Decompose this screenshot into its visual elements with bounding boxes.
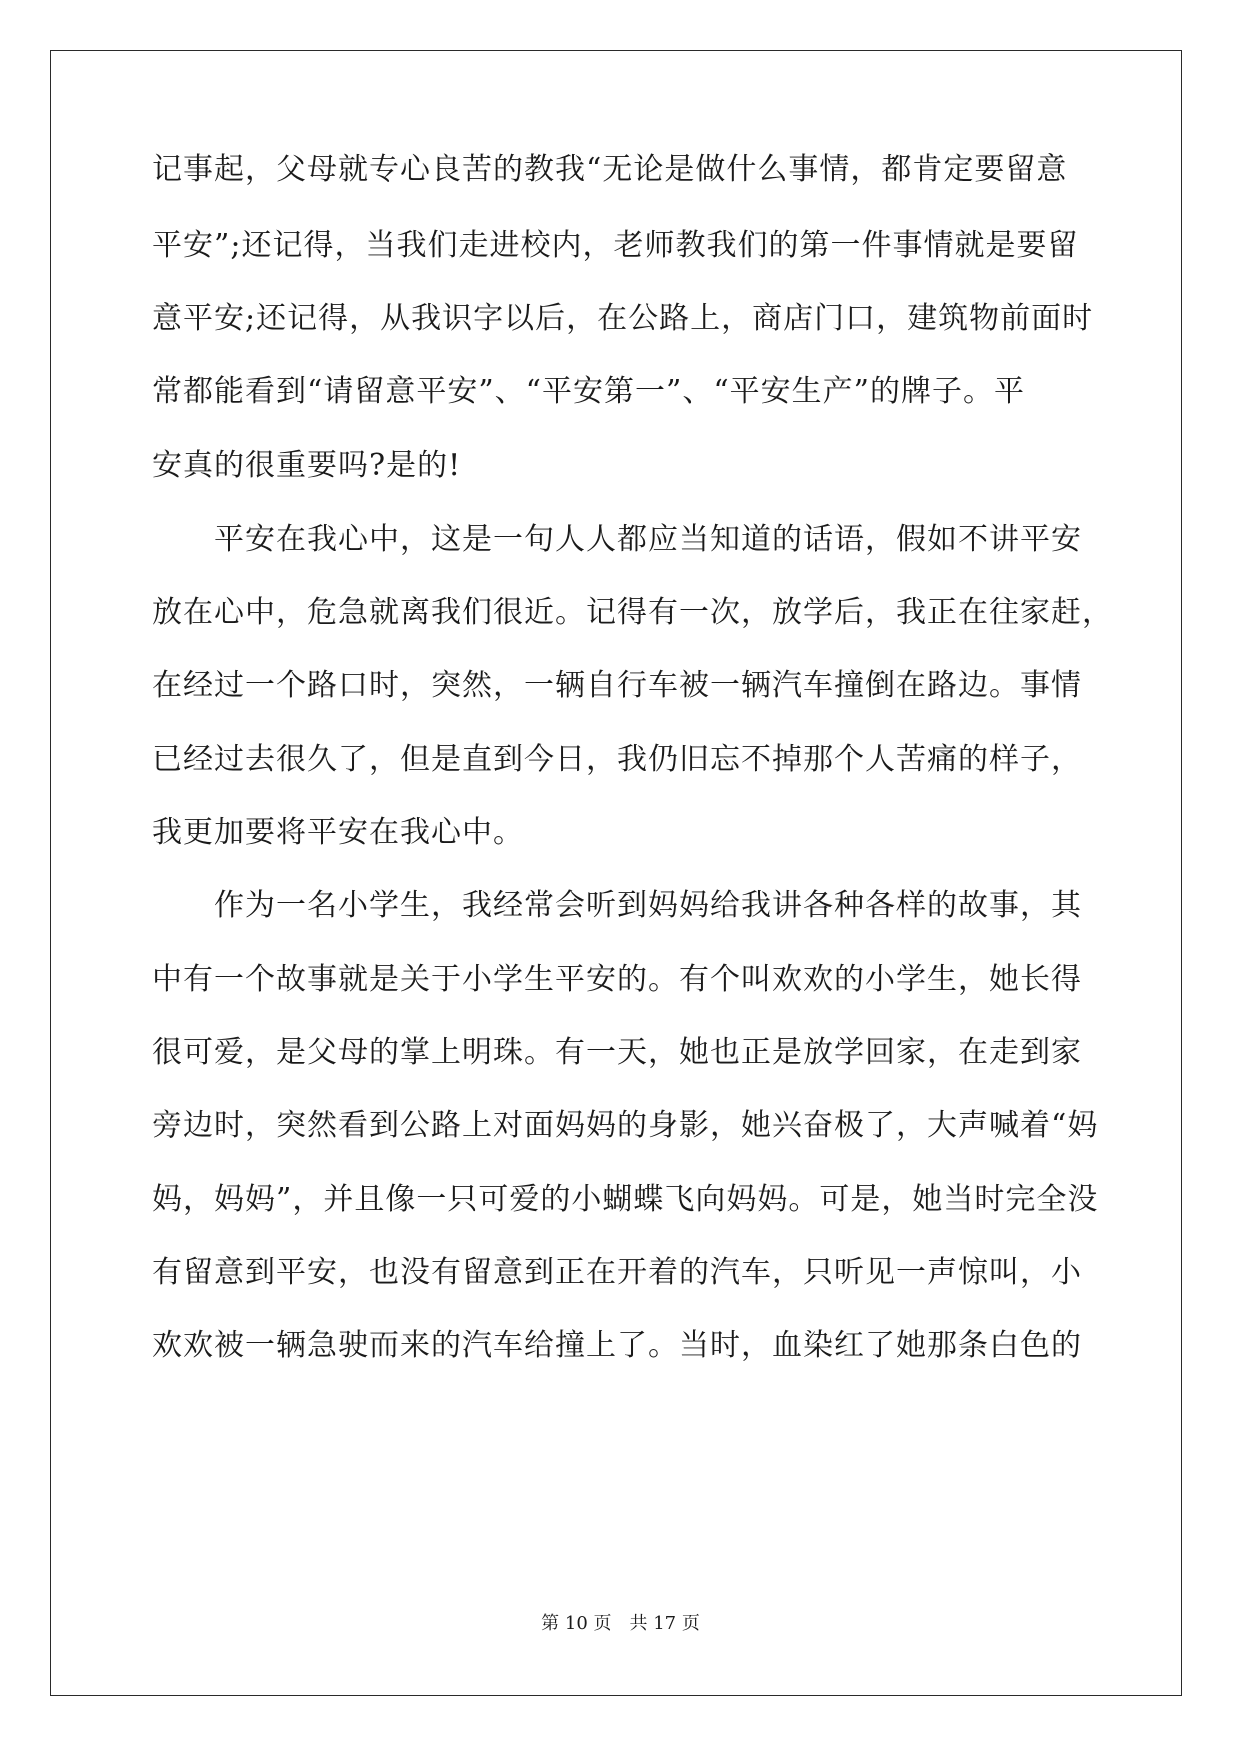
text-line: 平安在我心中，这是一句人人都应当知道的话语，假如不讲平安: [152, 522, 1082, 557]
text-line: 中有一个故事就是关于小学生平安的。有个叫欢欢的小学生，她长得: [152, 962, 1082, 997]
text-line: 作为一名小学生，我经常会听到妈妈给我讲各种各样的故事，其: [152, 888, 1082, 923]
text-line: 旁边时，突然看到公路上对面妈妈的身影，她兴奋极了，大声喊着“妈: [152, 1108, 1099, 1143]
text-line: 放在心中，危急就离我们很近。记得有一次，放学后，我正在往家赶，: [152, 595, 1113, 630]
text-line: 意平安;还记得，从我识字以后，在公路上，商店门口，建筑物前面时: [152, 301, 1094, 336]
page-border: [50, 50, 1182, 1696]
text-line: 很可爱，是父母的掌上明珠。有一天，她也正是放学回家，在走到家: [152, 1035, 1082, 1070]
text-line: 已经过去很久了，但是直到今日，我仍旧忘不掉那个人苦痛的样子，: [152, 742, 1082, 777]
text-line: 有留意到平安，也没有留意到正在开着的汽车，只听见一声惊叫，小: [152, 1255, 1082, 1290]
text-line: 妈，妈妈”，并且像一只可爱的小蝴蝶飞向妈妈。可是，她当时完全没: [152, 1182, 1099, 1217]
text-line: 平安”;还记得，当我们走进校内，老师教我们的第一件事情就是要留: [152, 228, 1079, 263]
text-line: 欢欢被一辆急驶而来的汽车给撞上了。当时，血染红了她那条白色的: [152, 1328, 1082, 1363]
text-line: 记事起，父母就专心良苦的教我“无论是做什么事情，都肯定要留意: [152, 152, 1068, 187]
text-line: 在经过一个路口时，突然，一辆自行车被一辆汽车撞倒在路边。事情: [152, 668, 1082, 703]
text-line: 安真的很重要吗?是的!: [152, 448, 462, 483]
text-line: 常都能看到“请留意平安”、“平安第一”、“平安生产”的牌子。平: [152, 374, 1026, 409]
page-number: 第 10 页 共 17 页: [541, 1613, 700, 1634]
text-line: 我更加要将平安在我心中。: [152, 815, 524, 850]
